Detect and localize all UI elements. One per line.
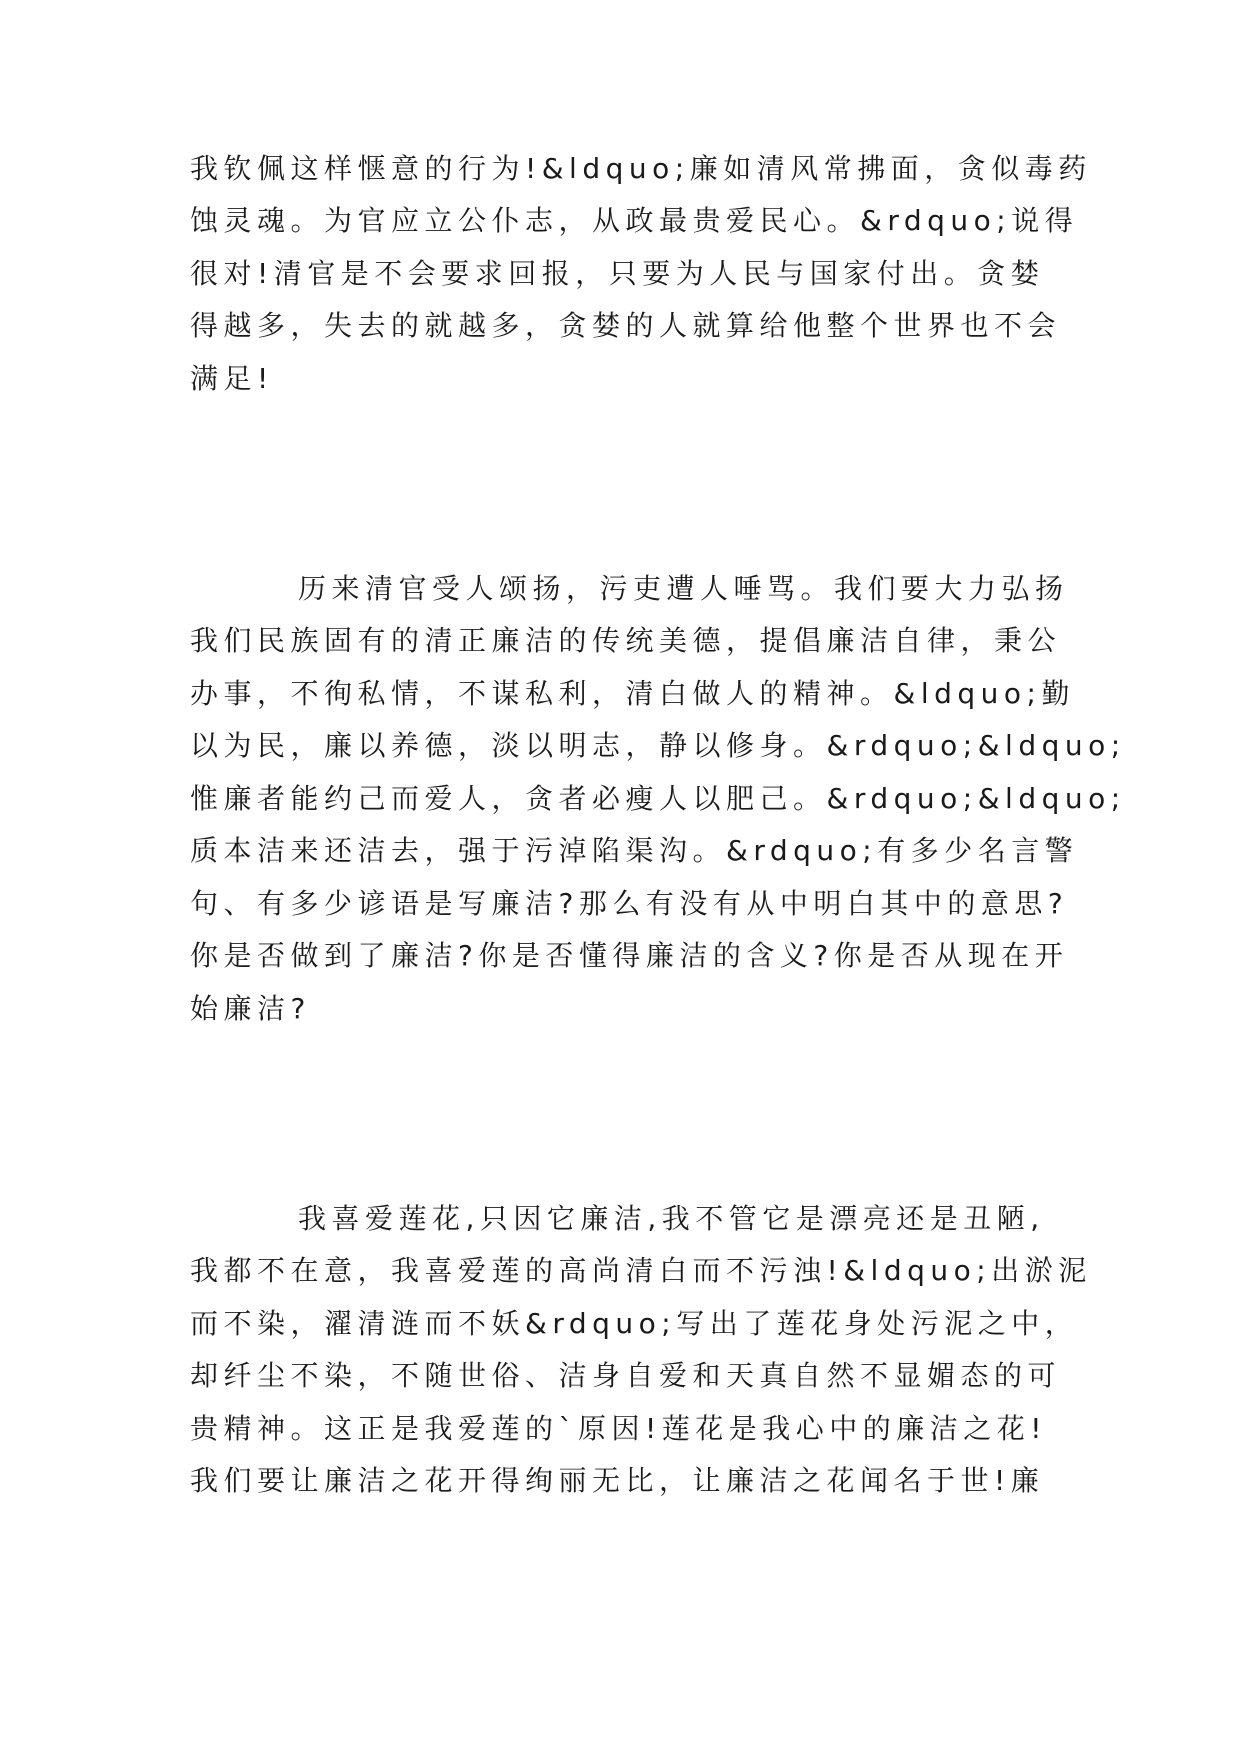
text-line: 惟廉者能约己而爱人，贪者必瘦人以肥己。&rdquo;&ldquo; — [190, 782, 1126, 815]
text-line: 我钦佩这样惬意的行为!&ldquo;廉如清风常拂面，贪似毒药 — [190, 152, 1092, 185]
text-line: 得越多，失去的就越多，贪婪的人就算给他整个世界也不会 — [190, 309, 1062, 342]
text-line: 你是否做到了廉洁?你是否懂得廉洁的含义?你是否从现在开 — [190, 939, 1069, 972]
text-line: 蚀灵魂。为官应立公仆志，从政最贵爱民心。&rdquo;说得 — [190, 204, 1079, 237]
text-line: 满足! — [190, 362, 274, 395]
text-line: 质本洁来还洁去，强于污淖陷渠沟。&rdquo;有多少名言警 — [190, 834, 1079, 867]
text-line: 始廉洁? — [190, 992, 311, 1025]
text-line: 很对!清官是不会要求回报，只要为人民与国家付出。贪婪 — [190, 257, 1045, 290]
text-line: 却纤尘不染，不随世俗、洁身自爱和天真自然不显媚态的可 — [190, 1359, 1062, 1392]
text-line: 而不染，濯清涟而不妖&rdquo;写出了莲花身处污泥之中， — [190, 1307, 1079, 1340]
text-line: 以为民，廉以养德，淡以明志，静以修身。&rdquo;&ldquo; — [190, 729, 1126, 762]
text-line: 我们民族固有的清正廉洁的传统美德，提倡廉洁自律，秉公 — [190, 624, 1062, 657]
text-line: 我喜爱莲花,只因它廉洁,我不管它是漂亮还是丑陋, — [298, 1202, 1045, 1235]
text-line: 句、有多少谚语是写廉洁?那么有没有从中明白其中的意思? — [190, 887, 1069, 920]
text-line: 我们要让廉洁之花开得绚丽无比，让廉洁之花闻名于世!廉 — [190, 1464, 1045, 1497]
text-line: 历来清官受人颂扬，污吏遭人唾骂。我们要大力弘扬 — [298, 572, 1069, 605]
text-line: 办事，不徇私情，不谋私利，清白做人的精神。&ldquo;勤 — [190, 677, 1075, 710]
text-line: 我都不在意，我喜爱莲的高尚清白而不污浊!&ldquo;出淤泥 — [190, 1254, 1092, 1287]
text-line: 贵精神。这正是我爱莲的`原因!莲花是我心中的廉洁之花! — [190, 1412, 1047, 1445]
